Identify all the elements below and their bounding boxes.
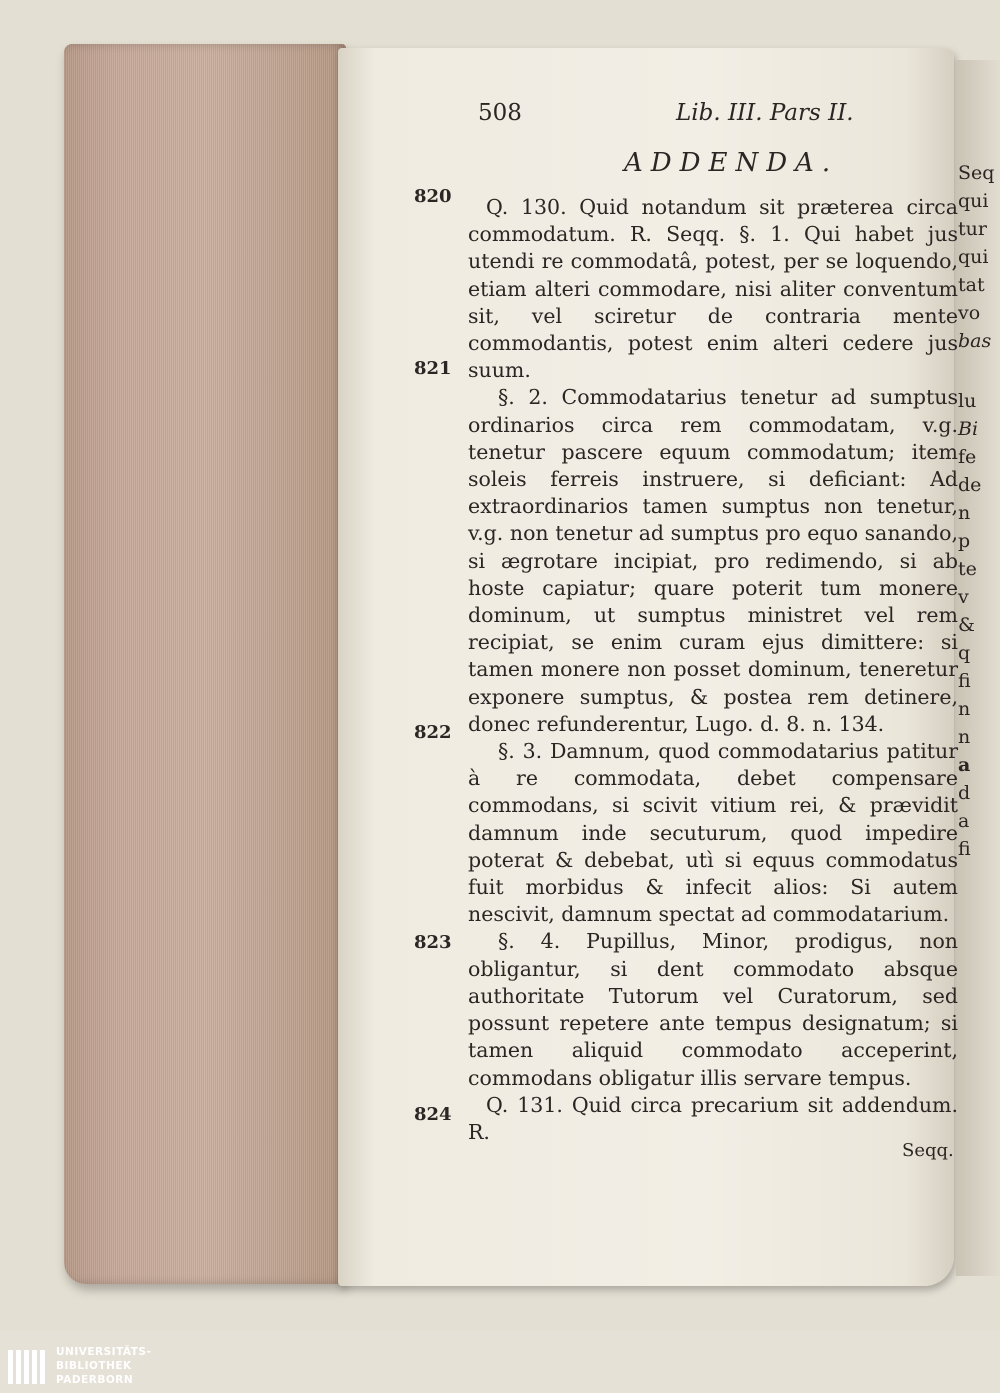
next-page-fragment: fi: [958, 670, 971, 692]
catchword: Seqq.: [902, 1140, 954, 1161]
paragraph: Q. 131. Quid circa precarium sit addendum. R.: [468, 1092, 958, 1144]
book-fore-edge: [64, 44, 346, 1284]
running-title: Lib. III. Pars II.: [676, 100, 854, 126]
next-page-fragment: q: [958, 642, 971, 664]
library-logo: [0, 1338, 210, 1393]
library-name-line: PADERBORN: [56, 1374, 134, 1386]
next-page-fragment: fi: [958, 838, 971, 860]
paragraph: §. 3. Damnum, quod commodatarius patitur à re commodata, debet compensare commodans, si scivit vitium rei, & prævidit damnum inde secuturum, quod impedire poterat & debebat, utì si equus commodatus fuit morbidus & infecit alios: Si autem nescivit, damnum spectat ad commodatarium.: [468, 739, 958, 927]
next-page-fragment: tur: [958, 218, 987, 240]
next-page-fragment: n: [958, 698, 971, 720]
next-page-fragment: d: [958, 782, 971, 804]
margin-number: 821: [414, 358, 452, 379]
next-page-fragment: de: [958, 474, 982, 496]
library-logo-mark-icon: [6, 1346, 48, 1388]
next-page-fragment: fe: [958, 446, 977, 468]
next-page-fragment: lu: [958, 390, 977, 412]
body-text: [468, 194, 958, 1146]
next-page-fragment: te: [958, 558, 977, 580]
library-name-line: UNIVERSITÄTS-: [56, 1346, 152, 1358]
page-number: 508: [478, 100, 522, 126]
paragraph: §. 4. Pupillus, Minor, prodigus, non obligantur, si dent commodato absque authoritate Tutorum vel Curatorum, sed possunt repetere ante tempus designatum; si tamen aliquid commodato acceperint, commodans obligatur illis servare tempus.: [468, 929, 958, 1090]
margin-number: 822: [414, 722, 452, 743]
margin-number: 820: [414, 186, 452, 207]
next-page-fragment: v: [958, 586, 969, 608]
next-page-fragment: a: [958, 810, 970, 832]
next-page-fragment: &: [958, 614, 975, 636]
margin-number: 823: [414, 932, 452, 953]
next-page-fragment: p: [958, 530, 971, 552]
next-page-fragment: tat: [958, 274, 985, 296]
next-page-fragment: qui: [958, 246, 989, 268]
next-page-fragment: Bi: [958, 418, 979, 440]
margin-number: 824: [414, 1104, 452, 1125]
next-page-fragment: qui: [958, 190, 989, 212]
next-page-fragment: a: [958, 754, 971, 776]
paragraph: §. 2. Commodatarius tenetur ad sumptus ordinarios circa rem commodatam, v.g. tenetur pascere equum commodatum; item soleis ferreis instruere, si deficiant: Ad extraordinarios tamen sumptus non tenetur, v.g. non tenetur ad sumptus pro equo sanando, si ægrotare incipiat, pro redimendo, si ab hoste capiatur; quare poterit tum monere dominum, ut sumptus ministret vel rem recipiat, se enim curam ejus dimittere: si tamen monere non posset dominum, teneretur exponere sumptus, & postea rem detinere, donec refunderentur, Lugo. d. 8. n. 134.: [468, 385, 958, 736]
paragraph: Q. 130. Quid notandum sit præterea circa commodatum. R. Seqq. §. 1. Qui habet jus utendi re commodatâ, potest, per se loquendo, etiam alteri commodare, nisi aliter conventum sit, vel sciretur de contraria mente commodantis, potest enim alteri cedere jus suum.: [468, 195, 958, 383]
next-page-fragment: n: [958, 502, 971, 524]
section-title: ADDENDA.: [624, 148, 839, 178]
next-page-fragment: n: [958, 726, 971, 748]
next-page-fragment: vo: [958, 302, 981, 324]
next-page-edge: [956, 60, 1000, 1276]
next-page-fragment: bas: [958, 330, 992, 352]
next-page-fragment: Seq: [958, 162, 995, 184]
library-name-line: BIBLIOTHEK: [56, 1360, 132, 1372]
